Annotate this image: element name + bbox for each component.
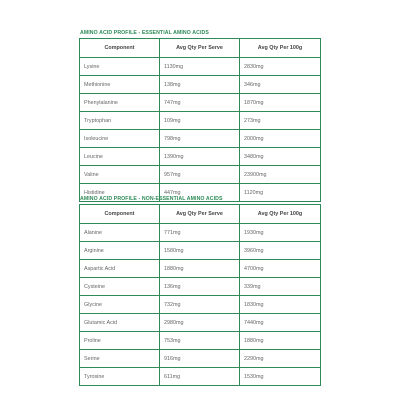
per-100g-cell: 3480mg bbox=[240, 148, 321, 166]
per-serve-cell: 798mg bbox=[160, 130, 240, 148]
table-row bbox=[80, 94, 321, 112]
per-100g-cell: 1880mg bbox=[240, 332, 321, 350]
per-100g-cell: 2000mg bbox=[240, 130, 321, 148]
per-serve-column-header: Avg Qty Per Serve bbox=[160, 39, 240, 58]
table-row bbox=[80, 260, 321, 278]
essential-amino-acids-title: AMINO ACID PROFILE - ESSENTIAL AMINO ACIDS bbox=[80, 30, 209, 36]
non-essential-amino-acids-title: AMINO ACID PROFILE - NON-ESSENTIAL AMINO ACIDS bbox=[80, 196, 223, 202]
per-100g-cell: 4700mg bbox=[240, 260, 321, 278]
component-cell: Aspartic Acid bbox=[80, 260, 160, 278]
per-100g-cell: 3960mg bbox=[240, 242, 321, 260]
per-100g-cell: 1120mg bbox=[240, 184, 321, 202]
per-100g-cell: 273mg bbox=[240, 112, 321, 130]
per-serve-cell: 1130mg bbox=[160, 58, 240, 76]
per-100g-column-header: Avg Qty Per 100g bbox=[240, 205, 321, 224]
per-serve-cell: 138mg bbox=[160, 76, 240, 94]
table-row bbox=[80, 112, 321, 130]
essential-amino-acids-table bbox=[79, 38, 321, 202]
component-cell: Tyrosine bbox=[80, 368, 160, 386]
table-header-row bbox=[80, 39, 321, 58]
component-column-header: Component bbox=[80, 205, 160, 224]
component-cell: Methionine bbox=[80, 76, 160, 94]
per-serve-cell: 732mg bbox=[160, 296, 240, 314]
per-serve-cell: 136mg bbox=[160, 278, 240, 296]
per-100g-cell: 1930mg bbox=[240, 224, 321, 242]
per-serve-cell: 2980mg bbox=[160, 314, 240, 332]
per-100g-cell: 7440mg bbox=[240, 314, 321, 332]
component-cell: Valine bbox=[80, 166, 160, 184]
component-column-header: Component bbox=[80, 39, 160, 58]
per-serve-column-header: Avg Qty Per Serve bbox=[160, 205, 240, 224]
per-serve-cell: 957mg bbox=[160, 166, 240, 184]
per-serve-cell: 771mg bbox=[160, 224, 240, 242]
table-row bbox=[80, 130, 321, 148]
table-row bbox=[80, 224, 321, 242]
non-essential-amino-acids-table bbox=[79, 204, 321, 386]
per-100g-cell: 1830mg bbox=[240, 296, 321, 314]
component-cell: Proline bbox=[80, 332, 160, 350]
per-100g-column-header: Avg Qty Per 100g bbox=[240, 39, 321, 58]
essential-table-body bbox=[80, 58, 321, 202]
component-cell: Arginine bbox=[80, 242, 160, 260]
per-serve-cell: 1580mg bbox=[160, 242, 240, 260]
table-row bbox=[80, 76, 321, 94]
table-row bbox=[80, 278, 321, 296]
per-serve-cell: 447mg bbox=[160, 184, 240, 202]
per-100g-cell: 2830mg bbox=[240, 58, 321, 76]
per-100g-cell: 2290mg bbox=[240, 350, 321, 368]
component-cell: Histidine bbox=[80, 184, 160, 202]
per-serve-cell: 611mg bbox=[160, 368, 240, 386]
component-cell: Cysteine bbox=[80, 278, 160, 296]
table-row bbox=[80, 296, 321, 314]
per-100g-cell: 1530mg bbox=[240, 368, 321, 386]
table-row bbox=[80, 242, 321, 260]
table-header-row bbox=[80, 205, 321, 224]
per-100g-cell: 23900mg bbox=[240, 166, 321, 184]
component-cell: Glycine bbox=[80, 296, 160, 314]
table-row bbox=[80, 314, 321, 332]
component-cell: Alanine bbox=[80, 224, 160, 242]
per-100g-cell: 346mg bbox=[240, 76, 321, 94]
component-cell: Serine bbox=[80, 350, 160, 368]
component-cell: Phenylalanine bbox=[80, 94, 160, 112]
non-essential-table-body bbox=[80, 224, 321, 386]
per-serve-cell: 747mg bbox=[160, 94, 240, 112]
table-row bbox=[80, 350, 321, 368]
per-serve-cell: 1880mg bbox=[160, 260, 240, 278]
per-100g-cell: 1870mg bbox=[240, 94, 321, 112]
per-serve-cell: 109mg bbox=[160, 112, 240, 130]
per-serve-cell: 1390mg bbox=[160, 148, 240, 166]
table-row bbox=[80, 58, 321, 76]
per-serve-cell: 916mg bbox=[160, 350, 240, 368]
table-row bbox=[80, 148, 321, 166]
table-row bbox=[80, 332, 321, 350]
per-100g-cell: 339mg bbox=[240, 278, 321, 296]
component-cell: Leucine bbox=[80, 148, 160, 166]
per-serve-cell: 753mg bbox=[160, 332, 240, 350]
table-row bbox=[80, 166, 321, 184]
component-cell: Glutamic Acid bbox=[80, 314, 160, 332]
component-cell: Tryptophan bbox=[80, 112, 160, 130]
component-cell: Isoleucine bbox=[80, 130, 160, 148]
table-row bbox=[80, 368, 321, 386]
component-cell: Lysine bbox=[80, 58, 160, 76]
